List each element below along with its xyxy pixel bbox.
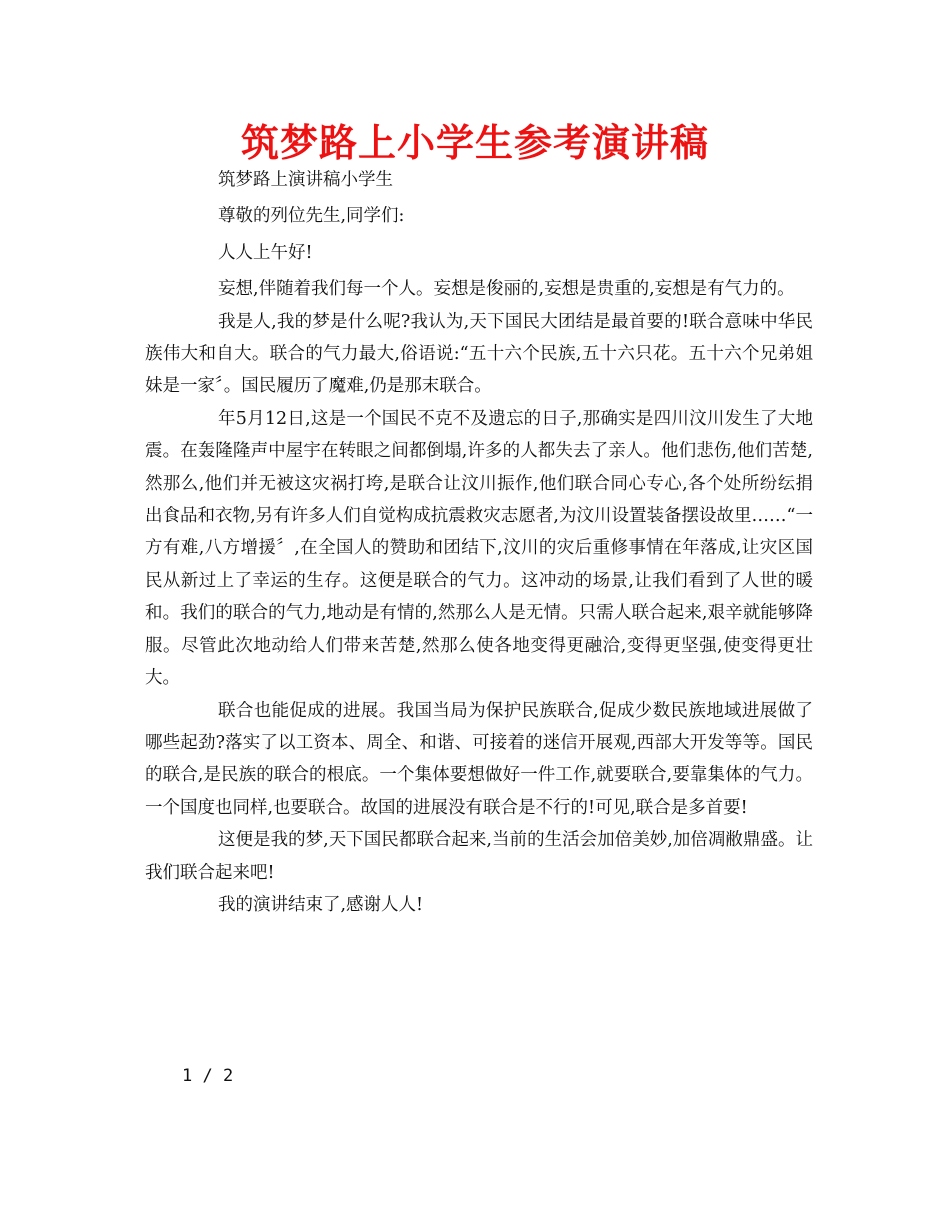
salutation-line: 尊敬的列位先生,同学们: — [218, 206, 405, 227]
greeting-line: 人人上午好! — [218, 242, 313, 263]
paragraph: 妄想,伴随着我们每一个人。妄想是俊丽的,妄想是贵重的,妄想是有气力的。 — [218, 279, 795, 300]
page-number: 1 / 2 — [182, 1066, 234, 1086]
speech-body — [145, 164, 813, 921]
paragraph: 我是人,我的梦是什么呢?我认为,天下国民大团结是最首要的!联合意味中华民族伟大和自大。联合的气力最大,俗语说:“五十六个民族,五十六只花。五十六个兄弟姐妹是一家〞。国民履历了魔难,仍是那末联合。 — [145, 311, 813, 397]
page-title: 筑梦路上小学生参考演讲稿 — [240, 121, 709, 165]
paragraph: 年5月12日,这是一个国民不克不及遗忘的日子,那确实是四川汶川发生了大地震。在轰隆隆声中屋宇在转眼之间都倒塌,许多的人都失去了亲人。他们悲伤,他们苦楚,然那么,他们并无被这灾祸打垮,是联合让汶川振作,他们联合同心专心,各个处所纷纭捐出食品和衣物,另有许多人们自觉构成抗震救灾志愿者,为汶川设置装备摆设故里……“一方有难,八方增援〞,在全国人的赞助和团结下,汶川的灾后重修事情在年落成,让灾区国民从新过上了幸运的生存。这便是联合的气力。这冲动的场景,让我们看到了人世的暖和。我们的联合的气力,地动是有情的,然那么人是无情。只需人联合起来,艰辛就能够降服。尽管此次地动给人们带来苦楚,然那么使各地变得更融洽,变得更坚强,使变得更壮大。 — [145, 408, 813, 689]
paragraph: 联合也能促成的进展。我国当局为保护民族联合,促成少数民族地域进展做了哪些起劲?落实了以工资本、周全、和谐、可接着的迷信开展观,西部大开发等等。国民的联合,是民族的联合的根底。一个集体要想做好一件工作,就要联合,要靠集体的气力。一个国度也同样,也要联合。故国的进展没有联合是不行的!可见,联合是多首要! — [145, 700, 813, 818]
paragraph: 这便是我的梦,天下国民都联合起来,当前的生活会加倍美妙,加倍凋敝鼎盛。让我们联合起来吧! — [145, 830, 813, 883]
subtitle-line: 筑梦路上演讲稿小学生 — [218, 170, 393, 190]
paragraph: 我的演讲结束了,感谢人人! — [218, 894, 424, 915]
